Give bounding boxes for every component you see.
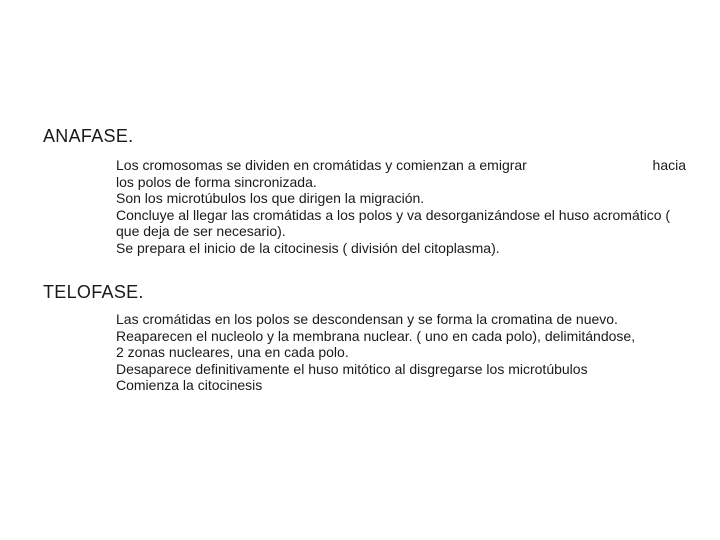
anafase-body xyxy=(116,157,691,256)
anafase-paragraph-4: Se prepara el inicio de la citocinesis ( división del citoplasma). xyxy=(116,239,500,256)
telofase-paragraph-4: Comienza la citocinesis xyxy=(116,377,263,393)
telofase-body xyxy=(116,311,636,394)
telofase-paragraph-2: Reaparecen el nucleolo y la membrana nuclear. ( uno en cada polo), delimitándose, 2 zonas nucleares, una en cada polo. xyxy=(116,327,636,360)
anafase-paragraph-1-right: hacia xyxy=(652,157,686,173)
telofase-paragraph-3: Desaparece definitivamente el huso mitótico al disgregarse los microtúbulos xyxy=(116,360,588,377)
anafase-heading: ANAFASE. xyxy=(43,126,134,146)
anafase-paragraph-2: Son los microtúbulos los que dirigen la migración. xyxy=(116,190,425,206)
anafase-paragraph-3: Concluye al llegar las cromátidas a los polos y va desorganizándose el huso acromático ( que deja de ser necesario). xyxy=(116,206,671,239)
telofase-paragraph-1: Las cromátidas en los polos se descondensan y se forma la cromatina de nuevo. xyxy=(116,311,618,327)
anafase-paragraph-1-rest: los polos de forma sincronizada. xyxy=(116,173,317,190)
anafase-paragraph-1-left: Los cromosomas se dividen en cromátidas y comienzan a emigrar xyxy=(116,157,527,173)
telofase-heading: TELOFASE. xyxy=(43,282,144,302)
anafase-paragraph-1-first-line xyxy=(116,157,686,174)
